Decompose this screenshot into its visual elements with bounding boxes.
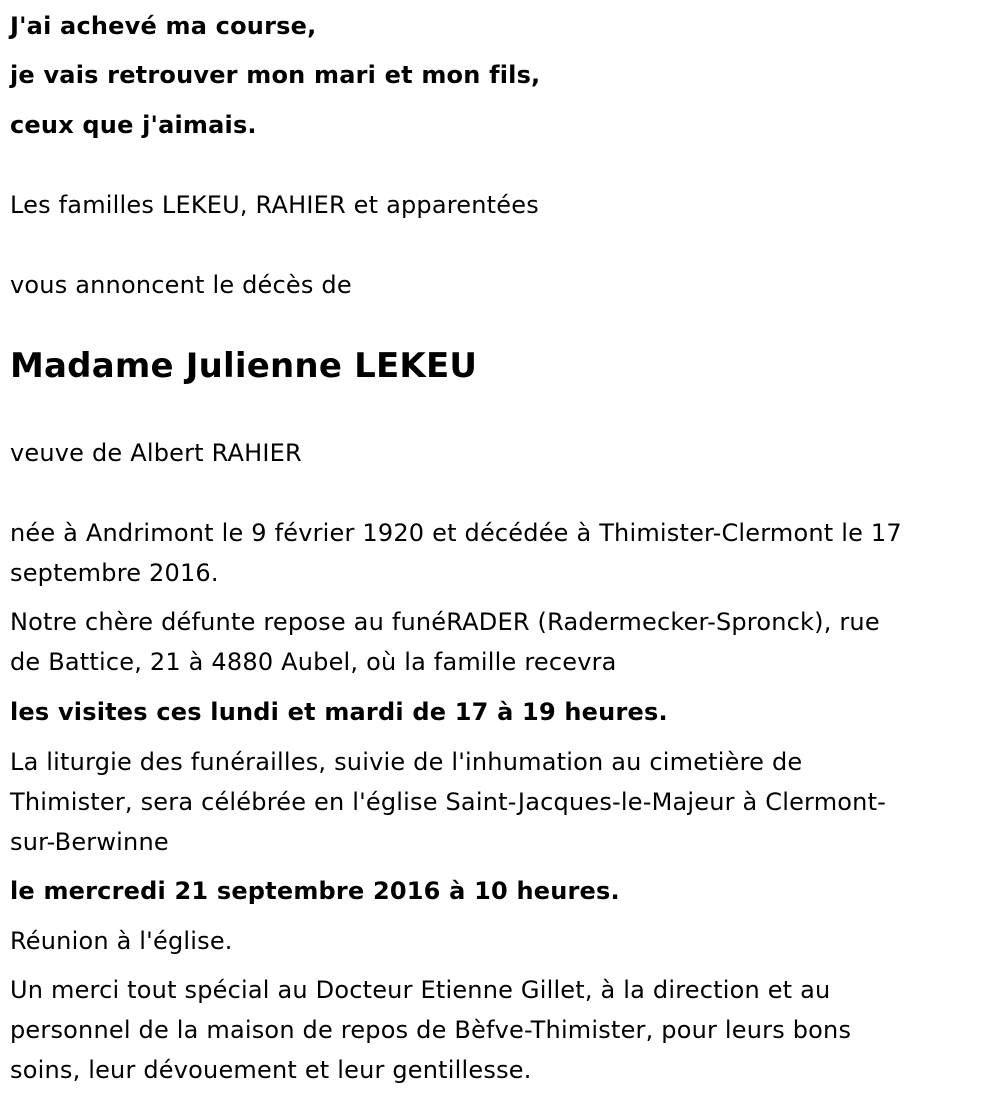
announce-text: vous annoncent le décès de (10, 271, 352, 299)
verse-line-2: je vais retrouver mon mari et mon fils, (10, 61, 541, 89)
verse-line-3: ceux que j'aimais. (10, 111, 257, 139)
meeting-text: Réunion à l'église. (10, 927, 233, 955)
liturgy-line-3: sur-Berwinne (10, 828, 169, 856)
thanks-line-3: soins, leur dévouement et leur gentillesse. (10, 1056, 532, 1084)
liturgy-line-1: La liturgie des funérailles, suivie de l'inhumation au cimetière de (10, 748, 803, 776)
repose-line-1: Notre chère défunte repose au funéRADER (Radermecker-Spronck), rue (10, 608, 880, 636)
liturgy-line-2: Thimister, sera célébrée en l'église Saint-Jacques-le-Majeur à Clermont- (10, 788, 887, 816)
widow-of-text: veuve de Albert RAHIER (10, 439, 302, 467)
verse-line-1: J'ai achevé ma course, (10, 12, 317, 40)
birth-death-line-1: née à Andrimont le 9 février 1920 et décédée à Thimister-Clermont le 17 (10, 519, 902, 547)
deceased-name: Madame Julienne LEKEU (10, 346, 478, 386)
birth-death-line-2: septembre 2016. (10, 559, 219, 587)
repose-line-2: de Battice, 21 à 4880 Aubel, où la famille recevra (10, 648, 617, 676)
funeral-date-text: le mercredi 21 septembre 2016 à 10 heures. (10, 877, 620, 905)
families-text: Les familles LEKEU, RAHIER et apparentées (10, 191, 539, 219)
thanks-line-1: Un merci tout spécial au Docteur Etienne Gillet, à la direction et au (10, 976, 831, 1004)
thanks-line-2: personnel de la maison de repos de Bèfve-Thimister, pour leurs bons (10, 1016, 852, 1044)
visits-text: les visites ces lundi et mardi de 17 à 19 heures. (10, 698, 668, 726)
